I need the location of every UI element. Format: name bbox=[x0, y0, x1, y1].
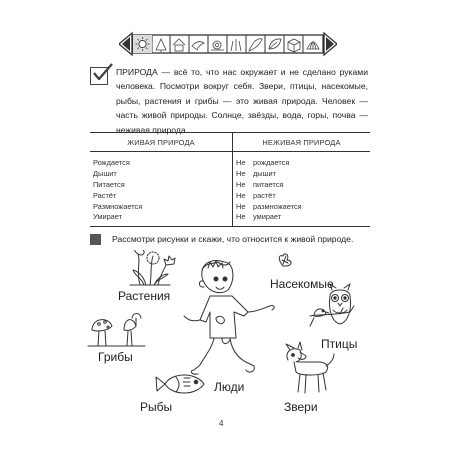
nav-left-arrow[interactable] bbox=[119, 33, 132, 55]
living-cell: Дышит bbox=[93, 168, 117, 178]
insect-icon bbox=[279, 254, 291, 266]
nonliving-header: НЕЖИВАЯ ПРИРОДА bbox=[233, 133, 371, 152]
table-row bbox=[90, 152, 370, 168]
living-cell: Питается bbox=[93, 179, 125, 189]
table-row bbox=[90, 190, 370, 201]
checkmark-box-icon bbox=[90, 67, 108, 85]
illustrations bbox=[0, 250, 450, 420]
living-cell: Умирает bbox=[90, 211, 233, 226]
table-row bbox=[90, 168, 370, 179]
living-header: ЖИВАЯ ПРИРОДА bbox=[90, 133, 233, 152]
nonliving-cell: Не растёт bbox=[233, 190, 371, 201]
label-fish: Рыбы bbox=[140, 400, 173, 414]
living-cell: Растёт bbox=[93, 190, 117, 200]
nature-table bbox=[90, 132, 370, 227]
fish-icon bbox=[156, 375, 204, 393]
task-square-icon bbox=[90, 234, 101, 245]
intro-text: ПРИРОДА — всё то, что нас окружает и не сделано руками человека. Посмотри вокруг себя. Звери, птицы, насекомые, рыбы, растения и грибы — это живая природа. Человек — часть живой природы. Солнце, звёзды, вода, горы, почва — неживая природа. bbox=[116, 67, 368, 135]
plants-icon bbox=[130, 250, 175, 285]
nonliving-cell: Не рождается bbox=[233, 152, 371, 168]
label-birds: Птицы bbox=[321, 337, 358, 351]
nonliving-cell: Не размножается bbox=[233, 201, 371, 212]
nav-right-arrow[interactable] bbox=[324, 33, 337, 55]
living-cell: Рождается bbox=[93, 157, 130, 167]
mushrooms-icon bbox=[88, 314, 145, 347]
nonliving-cell: Не дышит bbox=[233, 168, 371, 179]
label-insects: Насекомые bbox=[270, 277, 334, 291]
nonliving-cell: Не питается bbox=[233, 179, 371, 190]
table-row bbox=[90, 201, 370, 212]
label-people: Люди bbox=[214, 380, 245, 394]
nav-strip bbox=[119, 31, 337, 57]
label-plants: Растения bbox=[118, 289, 171, 303]
task-text: Рассмотри рисунки и скажи, что относится к живой природе. bbox=[112, 234, 354, 244]
nonliving-cell: Не умирает bbox=[233, 211, 371, 226]
sun-icon[interactable] bbox=[133, 35, 152, 53]
label-animals: Звери bbox=[284, 400, 318, 414]
page-number: 4 bbox=[219, 419, 224, 428]
boy-running-icon bbox=[184, 261, 274, 375]
living-cell: Размножается bbox=[93, 201, 143, 211]
table-row bbox=[90, 211, 370, 226]
label-mushrooms: Грибы bbox=[98, 350, 133, 364]
table-row bbox=[90, 179, 370, 190]
